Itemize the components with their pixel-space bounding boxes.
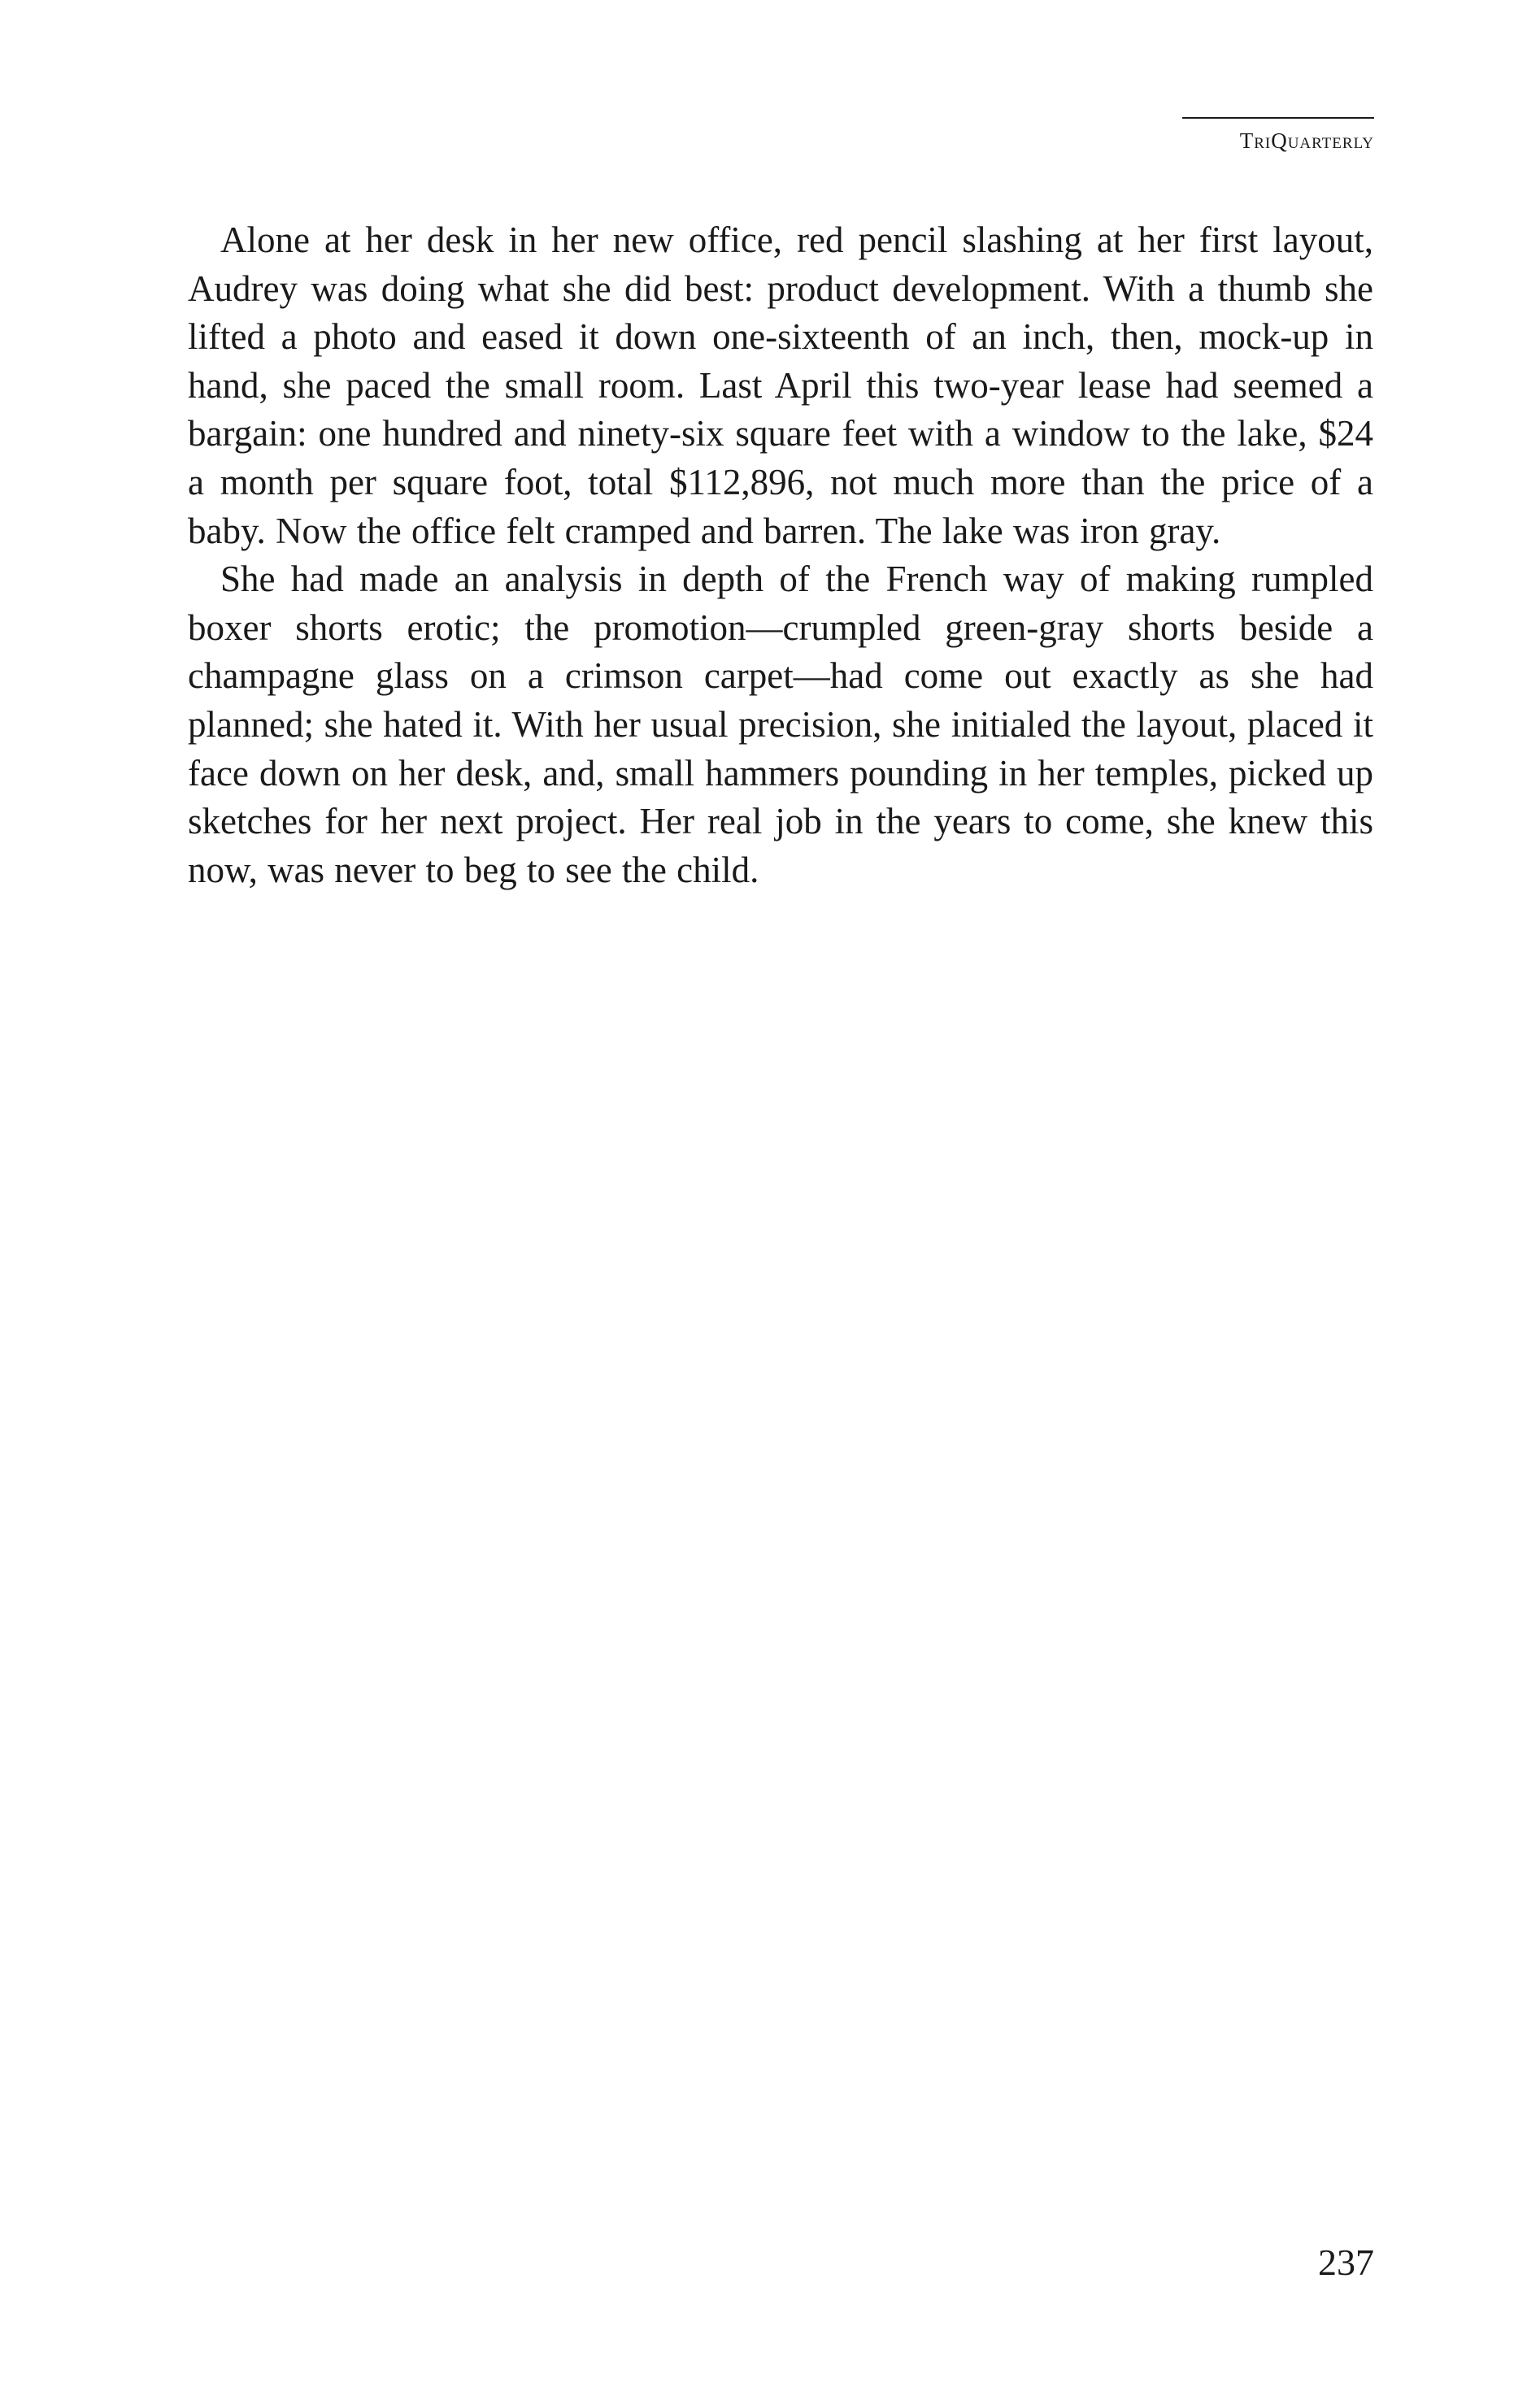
running-head bbox=[976, 117, 1374, 163]
journal-title: TriQuarterly bbox=[1239, 128, 1374, 153]
paragraph-1: Alone at her desk in her new office, red pencil slashing at her first layout, Audrey was doing what she did best: product development. With a thumb she lifted a photo and eased it down one-sixteenth of an inch, then, mock-up in hand, she paced the small room. Last April this two-year lease had seemed a bargain: one hundred and ninety-six square feet with a window to the lake, $24 a month per square foot, total $112,896, not much more than the price of a baby. Now the office felt cramped and barren. The lake was iron gray. bbox=[188, 220, 1373, 551]
paragraph-2: She had made an analysis in depth of the French way of making rumpled boxer shorts erotic; the promotion—crumpled green-gray shorts beside a champagne glass on a crimson carpet—had come out exactly as she had planned; she hated it. With her usual precision, she initialed the layout, placed it face down on her desk, and, small hammers pounding in her temples, picked up sketches for her next project. Her real job in the years to come, she knew this now, was never to beg to see the child. bbox=[188, 559, 1373, 890]
running-head-rule bbox=[1182, 117, 1374, 119]
page-number: 237 bbox=[1318, 2242, 1374, 2283]
body-text bbox=[188, 216, 1373, 894]
